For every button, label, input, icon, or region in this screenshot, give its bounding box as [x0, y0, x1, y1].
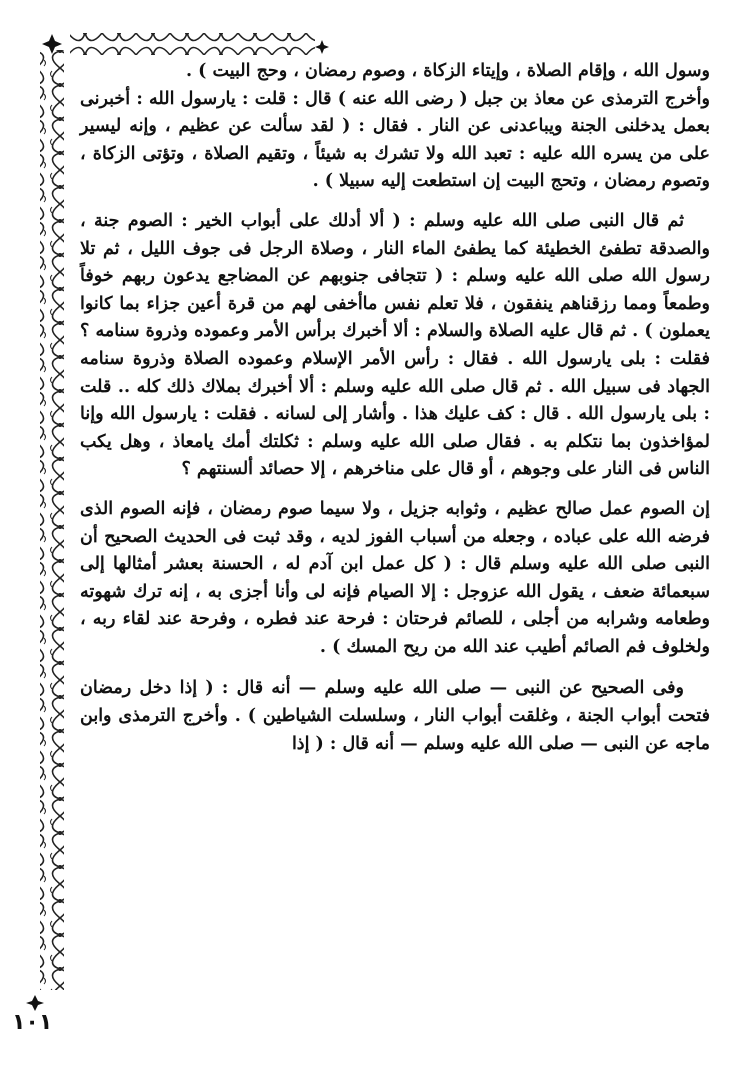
paragraph-1: وسول الله ، وإقام الصلاة ، وإيتاء الزكاة ، وصوم رمضان ، وحج البيت ) . [185, 61, 710, 81]
main-text [80, 58, 710, 758]
paragraph-5: وفى الصحيح عن النبى — صلى الله عليه وسلم — أنه قال : ( إذا دخل رمضان فتحت أبواب الجنة ، وغلقت أبواب النار ، وسلسلت الشياطين ) . وأخرج الترمذى وابن ماجه عن النبى — صلى الله عليه وسلم — أنه قال : ( إذا [80, 678, 710, 754]
paragraph-4: إن الصوم عمل صالح عظيم ، وثوابه جزيل ، ولا سيما صوم رمضان ، فإنه الصوم الذى فرضه الله على عباده ، وجعله من أسباب الفوز لديه ، وقد ثبت فى الحديث الصحيح أن النبى صلى الله عليه وسلم قال : ( كل عمل ابن آدم له ، الحسنة بعشر أمثالها إلى سبعمائة ضعف ، يقول الله عزوجل : إلا الصيام فإنه لى وأنا أجزى به ، إنه ترك شهوته وطعامه وشرابه من أجلى ، للصائم فرحتان : فرحة عند فطره ، وفرحة عند لقاء ربه ، ولخلوف فم الصائم أطيب عند الله من ريح المسك ) . [80, 498, 710, 657]
page-number: ١٠١ [12, 1010, 53, 1035]
paragraph-2: وأخرج الترمذى عن معاذ بن جبل ( رضى الله عنه ) قال : قلت : يارسول الله : أخبرنى بعمل يدخلنى الجنة ويباعدنى عن النار . فقال : ( لقد سألت عن عظيم ، وإنه ليسير على من يسره الله عليه : تعبد الله ولا تشرك به شيئاً ، وتقيم الصلاة ، وتؤتى الزكاة ، وتصوم رمضان ، وتحج البيت إن استطعت إليه سبيلا ) . [80, 88, 710, 192]
paragraph-3: ثم قال النبى صلى الله عليه وسلم : ( ألا أدلك على أبواب الخير : الصوم جنة ، والصدقة تطفئ الخطيئة كما يطفئ الماء النار ، وصلاة الرجل فى جوف الليل ، ثم تلا رسول الله صلى الله عليه وسلم : ( تتجافى جنوبهم عن المضاجع يدعون ربهم خوفاً وطمعاً ومما رزقناهم ينفقون ، فلا تعلم نفس ماأخفى لهم من قرة أعين جزاء بما كانوا يعملون ) . ثم قال عليه الصلاة والسلام : ألا أخبرك برأس الأمر وعموده وذروة سنامه ؟ فقلت : بلى يارسول الله . فقال : رأس الأمر الإسلام وعموده الصلاة وذروة سنامه الجهاد فى سبيل الله . ثم قال صلى الله عليه وسلم : ألا أخبرك بملاك ذلك كله .. قلت : بلى يارسول الله . قال : كف عليك هذا . وأشار إلى لسانه . فقلت : يارسول الله وإنا لمؤاخذون بما نتكلم به . فقال صلى الله عليه وسلم : ثكلتك أمك يامعاذ ، وهل يكب الناس فى النار على وجوهم ، أو قال على مناخرهم ، إلا حصائد ألسنتهم ؟ [80, 210, 710, 480]
